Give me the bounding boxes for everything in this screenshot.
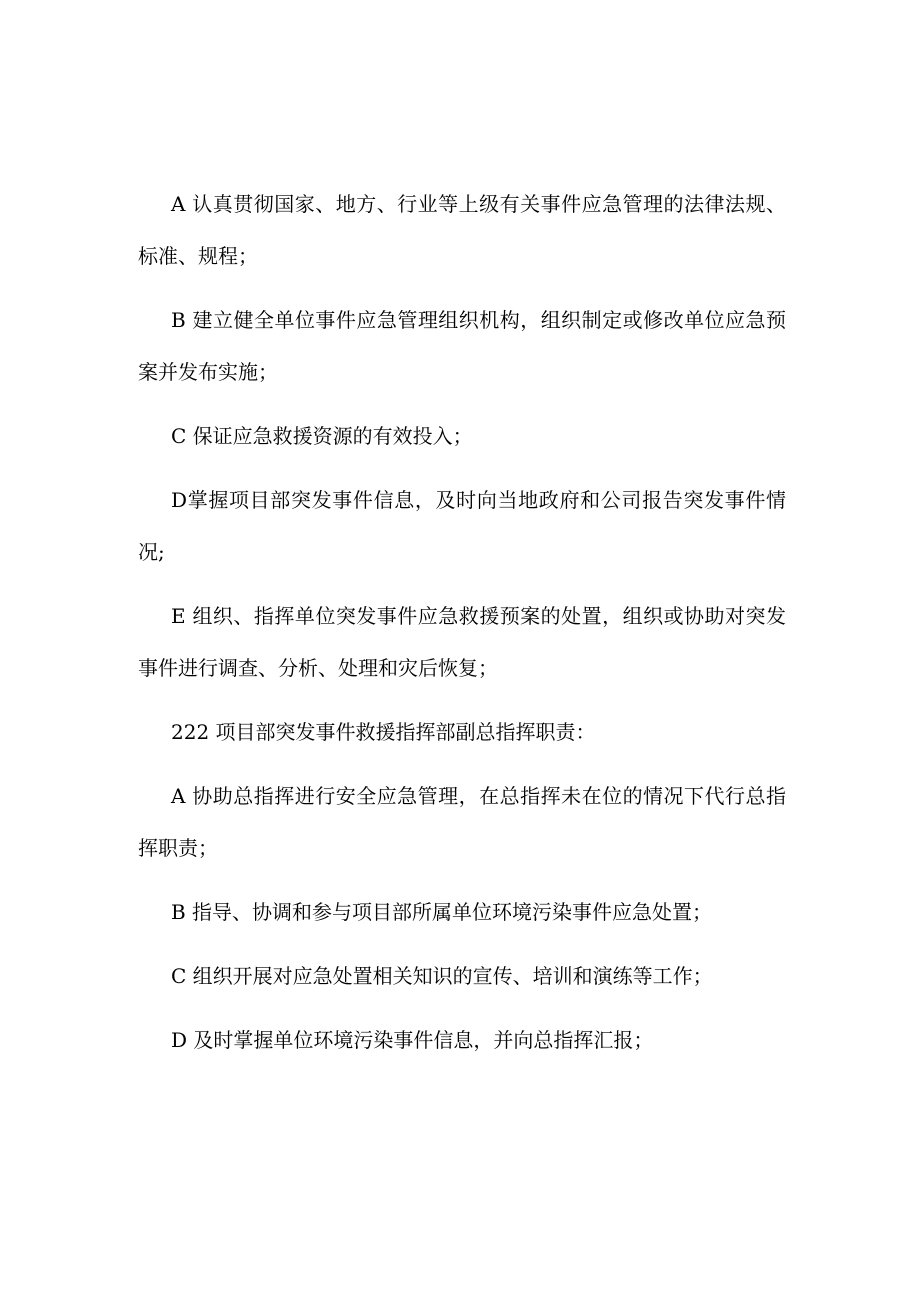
paragraph-deputy-a: A 协助总指挥进行安全应急管理，在总指挥未在位的情况下代行总指挥职责； xyxy=(138,784,786,860)
paragraph-deputy-d: D 及时掌握单位环境污染事件信息，并向总指挥汇报； xyxy=(171,1028,654,1052)
paragraph-c-responsibility: C 保证应急救援资源的有效投入； xyxy=(171,424,473,448)
paragraph-deputy-b: B 指导、协调和参与项目部所属单位环境污染事件应急处置； xyxy=(171,900,713,924)
document-body xyxy=(138,178,786,1066)
section-heading-222: 222 项目部突发事件救援指挥部副总指挥职责： xyxy=(171,720,596,744)
paragraph-a-responsibility: A 认真贯彻国家、地方、行业等上级有关事件应急管理的法律法规、标准、规程； xyxy=(138,192,786,268)
paragraph-b-responsibility: B 建立健全单位事件应急管理组织机构，组织制定或修改单位应急预案并发布实施； xyxy=(138,308,786,384)
paragraph-d-responsibility: D掌握项目部突发事件信息，及时向当地政府和公司报告突发事件情况; xyxy=(138,488,786,564)
paragraph-e-responsibility: E 组织、指挥单位突发事件应急救援预案的处置，组织或协助对突发事件进行调查、分析、处理和灾后恢复； xyxy=(138,604,786,680)
paragraph-deputy-c: C 组织开展对应急处置相关知识的宣传、培训和演练等工作； xyxy=(171,964,713,988)
